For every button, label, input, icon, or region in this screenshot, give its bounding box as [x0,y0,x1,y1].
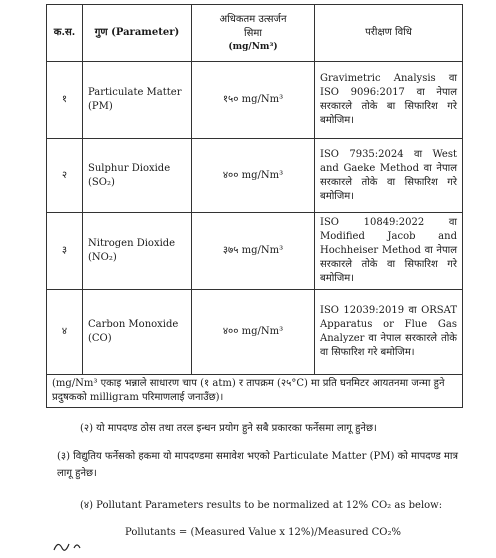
header-limit-line1: अधिकतम उत्सर्जन [219,13,287,25]
row-test-method: ISO 12039:2019 वा ORSAT Apparatus or Flue Gas Analyzer वा नेपाल सरकारले तोके वा सिफारिश गरे बमोजिम। [315,290,463,375]
table-row [47,139,463,213]
header-limit-unit: (mg/Nm³) [228,41,278,52]
row-parameter: Nitrogen Dioxide (NO₂) [83,213,192,290]
table-note-row [47,375,463,408]
row-limit: ४०० mg/Nm³ [192,290,315,375]
row-serial-number: २ [47,139,83,213]
row-limit: ४०० mg/Nm³ [192,139,315,213]
table-row [47,62,463,139]
header-limit [192,5,315,62]
row-parameter: Sulphur Dioxide (SO₂) [83,139,192,213]
row-serial-number: १ [47,62,83,139]
row-test-method: ISO 10849:2022 वा Modified Jacob and Hochheiser Method वा नेपाल सरकारले तोके वा सिफारिश गरे बमोजिम। [315,213,463,290]
emission-standards-table [46,4,463,408]
row-parameter: Carbon Monoxide (CO) [83,290,192,375]
header-serial-number: क.स. [47,5,83,62]
table-header-row [47,5,463,62]
header-limit-line2: सिमा [244,27,262,39]
row-test-method: Gravimetric Analysis वा ISO 9096:2017 वा नेपाल सरकारले तोके बा सिफारिश गरे बमोजिम। [315,62,463,139]
table-row [47,213,463,290]
row-limit: १५० mg/Nm³ [192,62,315,139]
row-parameter: Particulate Matter (PM) [83,62,192,139]
paragraph-3: (३) विद्युतिय फर्नेसको हकमा यो मापदण्डमा समावेश भएको Particulate Matter (PM) को मापदण्ड मात्र लागू हुनेछ। [57,451,458,479]
paragraph-2: (२) यो मापदण्ड ठोस तथा तरल इन्धन प्रयोग हुने सबै प्रकारका फर्नेसमा लागू हुनेछ। [80,423,377,434]
table-row [47,290,463,375]
row-serial-number: ४ [47,290,83,375]
row-test-method: ISO 7935:2024 वा West and Gaeke Method वा नेपाल सरकारले तोके वा सिफारिश गरे बमोजिम। [315,139,463,213]
row-serial-number: ३ [47,213,83,290]
header-test-method: परीक्षण विधि [315,5,463,62]
header-parameter: गुण (Parameter) [83,5,192,62]
normalization-formula: Pollutants = (Measured Value x 12%)/Measured CO₂% [125,527,402,538]
row-limit: ३७५ mg/Nm³ [192,213,315,290]
paragraph-4: (४) Pollutant Parameters results to be normalized at 12% CO₂ as below: [80,500,443,511]
table-footnote: (mg/Nm³ एकाइ भन्नाले साधारण चाप (१ atm) र तापक्रम (२५°C) मा प्रति घनमिटर आयतनमा जन्मा हुने प्रदुषकको milligram परिमाणलाई जनाउँछ)। [47,375,463,408]
handwritten-mark-icon [50,536,110,556]
